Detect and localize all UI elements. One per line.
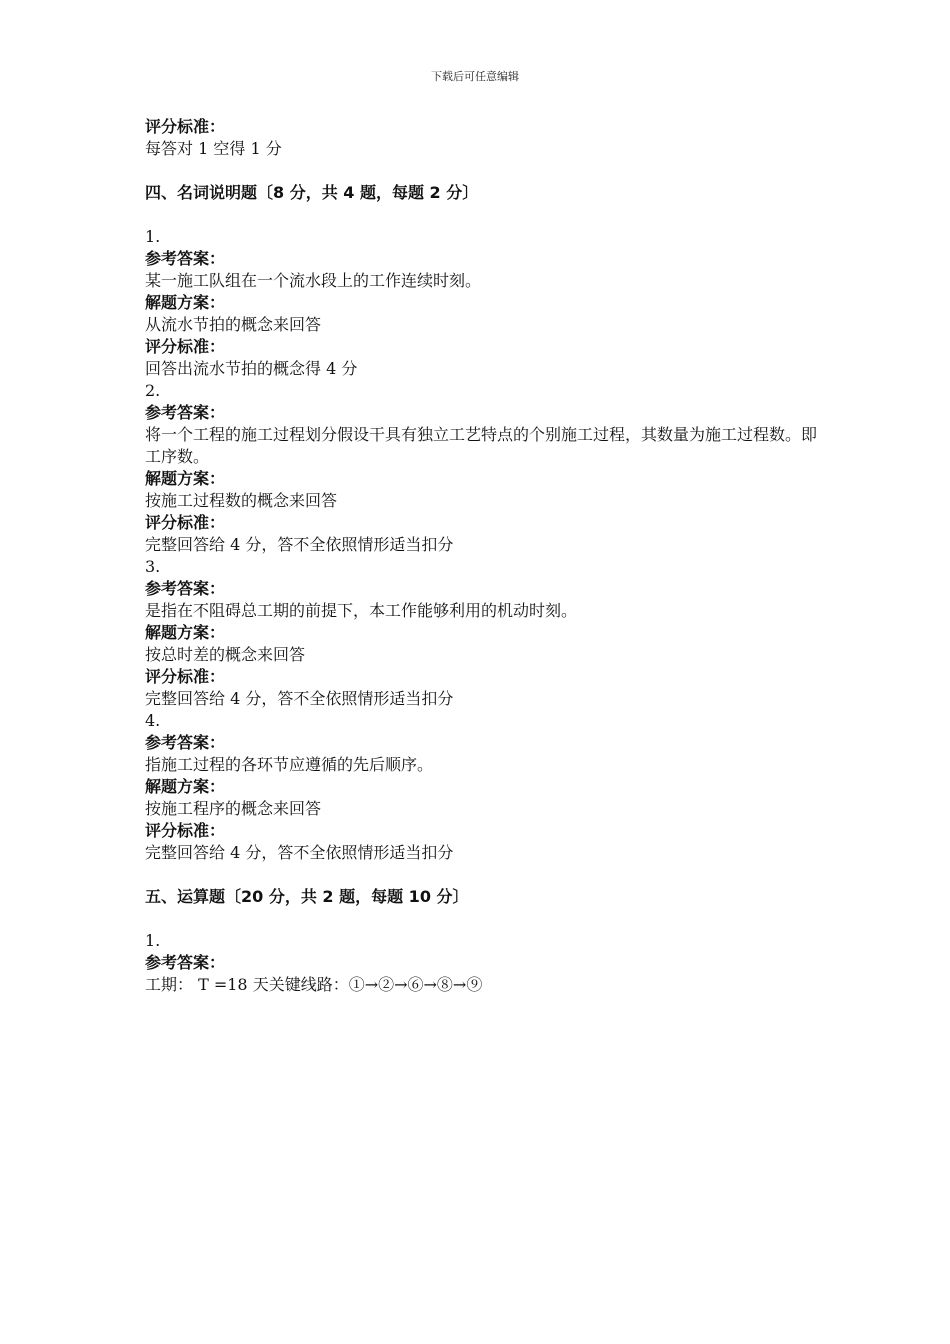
answer-label: 参考答案： xyxy=(145,249,226,268)
criteria-text: 完整回答给 4 分，答不全依照情形适当扣分 xyxy=(145,535,454,554)
criteria-label: 评分标准： xyxy=(145,337,226,356)
criteria-text: 回答出流水节拍的概念得 4 分 xyxy=(145,359,358,378)
page-header: 下载后可任意编辑 xyxy=(431,70,519,83)
document-body xyxy=(145,116,825,996)
answer-text: 指施工过程的各环节应遵循的先后顺序。 xyxy=(145,755,434,774)
method-text: 按施工程序的概念来回答 xyxy=(145,799,322,818)
item-number: 2. xyxy=(145,381,161,400)
criteria-label: 评分标准： xyxy=(145,117,226,136)
item-number: 3. xyxy=(145,557,161,576)
answer-label: 参考答案： xyxy=(145,733,226,752)
section-5-title: 五、运算题〔20 分，共 2 题，每题 10 分〕 xyxy=(145,887,469,906)
section-4-item-1 xyxy=(145,226,825,380)
method-text: 按施工过程数的概念来回答 xyxy=(145,491,338,510)
answer-text: 某一施工队组在一个流水段上的工作连续时刻。 xyxy=(145,271,482,290)
answer-text: 工期： T =18 天关键线路：①→②→⑥→⑧→⑨ xyxy=(145,975,483,994)
criteria-text: 每答对 1 空得 1 分 xyxy=(145,139,282,158)
answer-label: 参考答案： xyxy=(145,953,226,972)
criteria-text: 完整回答给 4 分，答不全依照情形适当扣分 xyxy=(145,689,454,708)
method-text: 按总时差的概念来回答 xyxy=(145,645,306,664)
section-5-item-1 xyxy=(145,930,825,996)
section-4-title: 四、名词说明题〔8 分，共 4 题，每题 2 分〕 xyxy=(145,183,479,202)
method-label: 解题方案： xyxy=(145,777,226,796)
answer-label: 参考答案： xyxy=(145,403,226,422)
criteria-label: 评分标准： xyxy=(145,513,226,532)
section-4-item-2 xyxy=(145,380,825,556)
item-number: 1. xyxy=(145,931,161,950)
method-label: 解题方案： xyxy=(145,469,226,488)
method-label: 解题方案： xyxy=(145,623,226,642)
criteria-label: 评分标准： xyxy=(145,821,226,840)
method-text: 从流水节拍的概念来回答 xyxy=(145,315,322,334)
criteria-text: 完整回答给 4 分，答不全依照情形适当扣分 xyxy=(145,843,454,862)
section-4-item-4 xyxy=(145,710,825,864)
item-number: 1. xyxy=(145,227,161,246)
method-label: 解题方案： xyxy=(145,293,226,312)
answer-text: 是指在不阻碍总工期的前提下，本工作能够利用的机动时刻。 xyxy=(145,601,578,620)
section-4-item-3 xyxy=(145,556,825,710)
criteria-label: 评分标准： xyxy=(145,667,226,686)
item-number: 4. xyxy=(145,711,161,730)
answer-label: 参考答案： xyxy=(145,579,226,598)
answer-text: 将一个工程的施工过程划分假设干具有独立工艺特点的个别施工过程，其数量为施工过程数。即工序数。 xyxy=(145,425,818,466)
